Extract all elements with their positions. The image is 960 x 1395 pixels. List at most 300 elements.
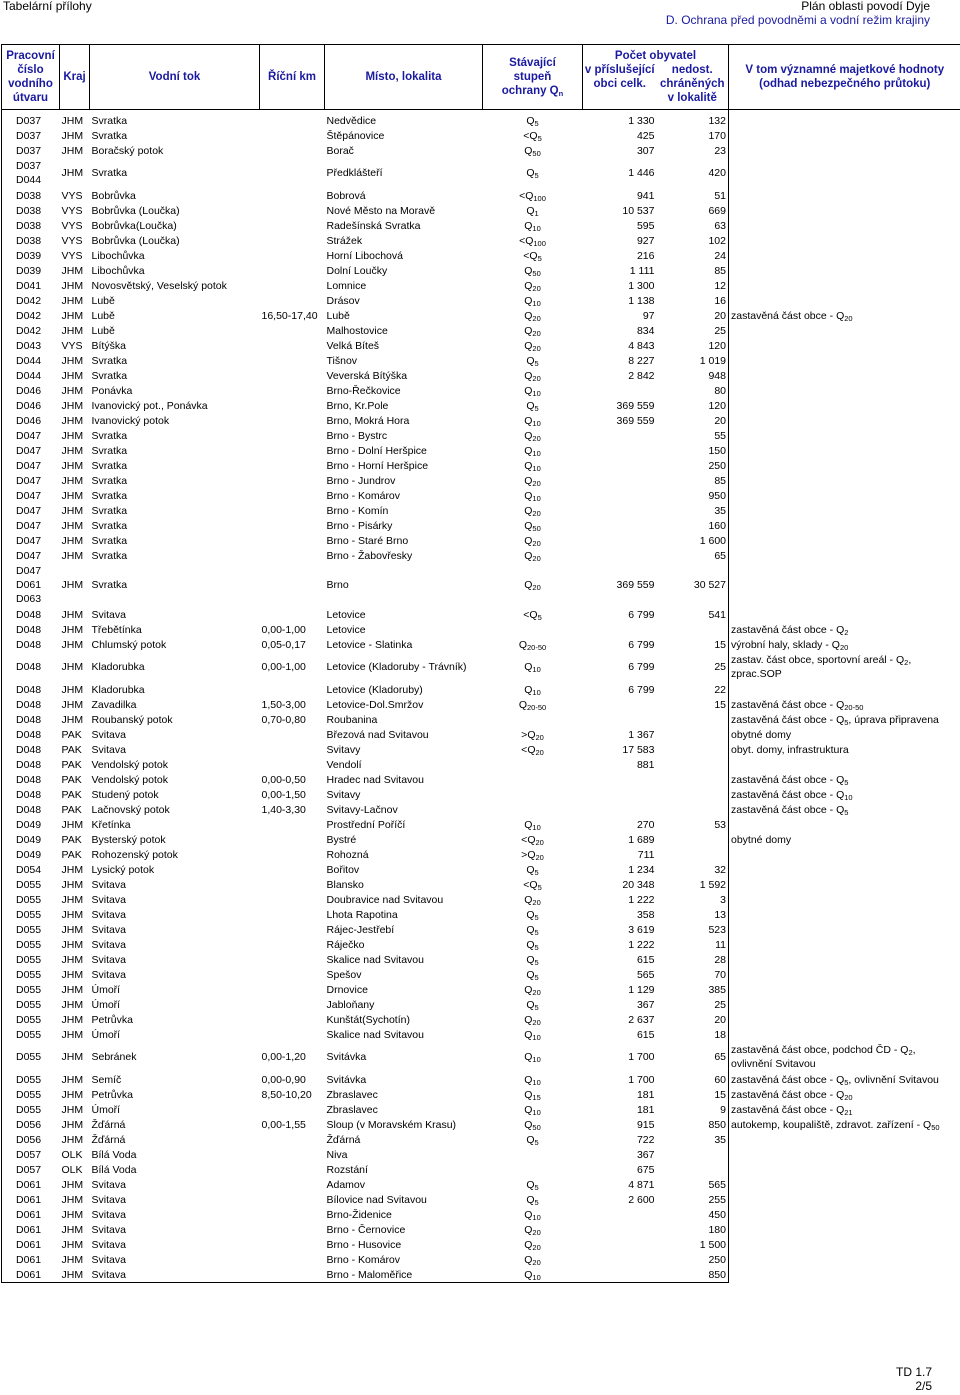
cell-tok: Svratka [91,549,128,562]
cell-kraj: JHM [61,429,84,442]
cell-misto: Kunštát(Sychotín) [326,1013,410,1026]
cell-hodnoty [729,158,960,188]
cell-km [260,218,325,233]
cell-kraj: JHM [61,998,84,1011]
cell-id: D055 [2,982,60,997]
col-header-pocet-title: Počet obyvatel [614,50,697,62]
cell-km [260,263,325,278]
cell-stupen: $Q_{50}$ [524,519,541,533]
cell-nedost: 18 [657,1027,729,1042]
cell-nedost: 102 [657,233,729,248]
cell-km [260,110,325,129]
cell-km [260,533,325,548]
cell-stupen: $Q_5$ [526,1178,539,1192]
table-row [2,203,960,218]
cell-obec: 358 [636,908,655,921]
cell-nedost: 80 [657,383,729,398]
cell-km [260,503,325,518]
cell-id: D055 [2,1042,60,1072]
cell-kraj: PAK [61,758,82,771]
cell-kraj: JHM [61,713,84,726]
cell-stupen: $<Q_5$ [523,878,542,892]
cell-hodnoty: zastavěná část obce - $Q_{20-50}$ [731,698,864,712]
cell-hodnoty [729,1162,960,1177]
table-row [2,1147,960,1162]
cell-tok: Svratka [91,534,128,547]
cell-obec: 307 [636,144,655,157]
cell-obec: 1 222 [628,893,655,906]
cell-tok: Semíč [91,1073,122,1086]
table-row [2,997,960,1012]
table-row [2,1087,960,1102]
cell-km [260,1252,325,1267]
cell-kraj: JHM [61,698,84,711]
cell-stupen: $Q_5$ [526,114,539,128]
cell-km [260,832,325,847]
cell-km [260,922,325,937]
cell-obec: 367 [636,998,655,1011]
cell-nedost: 160 [657,518,729,533]
cell-km [260,907,325,922]
cell-tok: Ponávka [91,384,133,397]
cell-nedost: 20 [657,308,729,323]
cell-km: 0,00-1,00 [261,623,306,636]
cell-km [260,368,325,383]
cell-hodnoty [729,128,960,143]
cell-id: D061 [2,1192,60,1207]
cell-tok: Úmoří [91,1103,121,1116]
table-row [2,1267,960,1283]
cell-misto: Bobrová [326,189,366,202]
cell-tok: Bysterský potok [91,833,166,846]
cell-id: D061 [2,1222,60,1237]
cell-tok: Úmoří [91,983,121,996]
cell-id: D055 [2,1102,60,1117]
cell-km [260,233,325,248]
table-row [2,1192,960,1207]
cell-hodnoty: zastavěná část obce - $Q_5$ [731,803,849,817]
cell-nedost [657,787,729,802]
cell-stupen: $<Q_5$ [523,608,542,622]
cell-stupen [483,1162,583,1177]
cell-hodnoty [729,1147,960,1162]
cell-stupen: $Q_1$ [526,204,539,218]
cell-hodnoty [729,443,960,458]
cell-hodnoty [729,847,960,862]
cell-obec [583,802,657,817]
cell-id: D061 [2,1177,60,1192]
cell-hodnoty: výrobní haly, sklady - $Q_{20}$ [731,638,849,652]
cell-nedost: 3 [657,892,729,907]
cell-stupen: $<Q_{20}$ [521,743,544,757]
cell-kraj: JHM [61,1223,84,1236]
cell-obec: 1 446 [628,167,655,179]
cell-hodnoty [729,1177,960,1192]
cell-id: D048 [2,757,60,772]
cell-km [260,1132,325,1147]
cell-hodnoty: zastavěná část obce - $Q_{20}$ [731,1088,853,1102]
cell-hodnoty: zastavěná část obce, podchod ČD - $Q_2$, ovlivnění Svitavou [731,1044,916,1070]
cell-kraj: PAK [61,788,82,801]
cell-misto: Strážek [326,234,363,247]
cell-nedost: 13 [657,907,729,922]
table-row [2,1102,960,1117]
cell-id: D054 [2,862,60,877]
cell-stupen: $Q_5$ [526,923,539,937]
cell-misto: Velká Bíteš [326,339,380,352]
cell-hodnoty [729,428,960,443]
cell-misto: Brno - Staré Brno [326,534,409,547]
cell-tok: Libochůvka [91,249,145,262]
cell-tok: Vendolský potok [91,758,168,771]
cell-obec: 595 [636,219,655,232]
cell-kraj: JHM [61,549,84,562]
cell-id: D047 [2,473,60,488]
cell-hodnoty [729,1252,960,1267]
cell-kraj: JHM [61,1073,84,1086]
cell-kraj: JHM [61,294,84,307]
table-row [2,218,960,233]
cell-kraj: JHM [61,1013,84,1026]
cell-id: D057 [2,1147,60,1162]
cell-id: D047 [2,518,60,533]
flood-protection-table [1,44,960,1283]
table-row [2,1027,960,1042]
cell-hodnoty: zastavěná část obce - $Q_5$ [731,773,849,787]
cell-hodnoty [729,518,960,533]
cell-nedost: 24 [657,248,729,263]
cell-kraj: JHM [61,354,84,367]
cell-obec: 1 129 [628,983,655,996]
cell-stupen: $Q_{10}$ [524,444,541,458]
cell-stupen: $Q_{10}$ [524,1051,541,1064]
cell-obec: 941 [636,189,655,202]
cell-tok: Boračský potok [91,144,164,157]
cell-misto: Svitavy [326,788,361,801]
cell-nedost [657,832,729,847]
cell-hodnoty [729,413,960,428]
cell-tok: Úmoří [91,1028,121,1041]
cell-obec: 425 [636,129,655,142]
cell-kraj: JHM [61,608,84,621]
table-row [2,443,960,458]
cell-nedost: 850 [657,1117,729,1132]
cell-km [260,548,325,563]
cell-id: D039 [2,263,60,278]
cell-id: D038 [2,188,60,203]
cell-nedost: 85 [657,263,729,278]
cell-nedost: 15 [657,637,729,652]
cell-obec [583,503,657,518]
chapter-title: D. Ochrana před povodněmi a vodní režim krajiny [665,13,930,27]
cell-obec: 881 [636,758,655,771]
cell-id: D055 [2,877,60,892]
cell-misto: Bořitov [326,863,360,876]
cell-stupen: $Q_{10}$ [524,489,541,503]
col-header-km: Říční km [260,45,325,110]
cell-obec: 367 [636,1148,655,1161]
cell-kraj: VYS [61,234,83,247]
cell-obec: 181 [636,1103,655,1116]
cell-id: D056 [2,1117,60,1132]
cell-misto: Veverská Bítýška [326,369,408,382]
table-row [2,533,960,548]
cell-kraj: JHM [61,489,84,502]
cell-tok: Lačnovský potok [91,803,170,816]
cell-misto: Brno - Bystrc [326,429,388,442]
table-row [2,158,960,188]
cell-obec: 8 227 [628,354,655,367]
col-header-id: Pracovní číslo vodního útvaru [2,45,60,110]
cell-id: D048 [2,637,60,652]
cell-stupen: $Q_{10}$ [524,1103,541,1117]
cell-kraj: VYS [61,204,83,217]
cell-nedost: 1 500 [657,1237,729,1252]
cell-hodnoty: zastavěná část obce - $Q_5$, ovlivnění Svitavou [731,1073,939,1087]
cell-id: D055 [2,907,60,922]
cell-obec [583,787,657,802]
cell-misto: Sloup (v Moravském Krasu) [326,1118,457,1131]
cell-stupen [483,712,583,727]
cell-km [260,428,325,443]
cell-tok: Zavadilka [91,698,137,711]
table-row [2,622,960,637]
cell-tok: Svitava [91,1238,126,1251]
cell-tok: Svitava [91,1178,126,1191]
cell-stupen: $Q_{50}$ [524,264,541,278]
cell-hodnoty [729,263,960,278]
cell-tok: Svratka [91,459,128,472]
cell-kraj: JHM [61,114,84,127]
table-row [2,817,960,832]
cell-stupen [483,772,583,787]
cell-tok: Vendolský potok [91,773,168,786]
cell-tok: Svratka [91,129,128,142]
cell-tok: Studený potok [91,788,159,801]
cell-km [260,248,325,263]
cell-nedost: 250 [657,458,729,473]
cell-kraj: JHM [61,818,84,831]
cell-id: D037 [2,143,60,158]
cell-nedost [657,727,729,742]
cell-km [260,682,325,697]
cell-km [260,1207,325,1222]
cell-tok: Svratka [91,579,128,591]
cell-stupen: $Q_5$ [526,1133,539,1147]
cell-nedost: 25 [657,323,729,338]
cell-stupen: $Q_5$ [526,938,539,952]
cell-km [260,607,325,622]
cell-km [260,862,325,877]
cell-tok: Svitava [91,893,126,906]
table-row [2,652,960,682]
cell-stupen: $>Q_{20}$ [521,728,544,742]
cell-kraj: JHM [61,638,84,651]
cell-misto: Drásov [326,294,360,307]
cell-kraj: JHM [61,878,84,891]
cell-obec [583,697,657,712]
cell-obec: 6 799 [628,638,655,651]
cell-kraj: JHM [61,384,84,397]
cell-stupen: $Q_{50}$ [524,1118,541,1132]
cell-nedost: 15 [657,1087,729,1102]
cell-obec [583,518,657,533]
cell-id: D044 [2,368,60,383]
cell-stupen: $Q_{20}$ [524,579,541,592]
cell-hodnoty [729,757,960,772]
cell-misto: Letovice [326,623,366,636]
cell-km [260,488,325,503]
cell-hodnoty: zastavěná část obce - $Q_{21}$ [731,1103,853,1117]
cell-stupen: $Q_5$ [526,167,539,180]
cell-nedost: 1 600 [657,533,729,548]
cell-id: D061 [2,1237,60,1252]
cell-km: 0,70-0,80 [261,713,306,726]
table-row [2,832,960,847]
col-header-kraj: Kraj [60,45,90,110]
cell-hodnoty: autokemp, koupaliště, zdravot. zařízení - $Q_{50}$ [731,1118,940,1132]
cell-nedost: 948 [657,368,729,383]
cell-misto: Ráječko [326,938,365,951]
cell-obec: 270 [636,818,655,831]
cell-id: D055 [2,1012,60,1027]
cell-tok: Roubanský potok [91,713,173,726]
table-row [2,308,960,323]
table-row [2,1162,960,1177]
cell-km [260,1027,325,1042]
cell-km [260,563,325,607]
cell-obec [583,473,657,488]
cell-kraj: JHM [61,369,84,382]
cell-misto: Březová nad Svitavou [326,728,429,741]
cell-hodnoty [729,1222,960,1237]
cell-hodnoty [729,952,960,967]
cell-nedost: 1 019 [657,353,729,368]
cell-kraj: VYS [61,189,83,202]
cell-obec [583,443,657,458]
table-row [2,1252,960,1267]
cell-hodnoty [729,353,960,368]
table-row [2,637,960,652]
cell-id: D055 [2,892,60,907]
cell-stupen [483,757,583,772]
cell-tok: Bítýška [91,339,126,352]
cell-tok: Svratka [91,354,128,367]
col-header-obec: v příslušející obci celk. [584,64,655,90]
cell-stupen: $Q_{20}$ [524,1013,541,1027]
cell-tok: Kladorubka [91,683,145,696]
cell-obec [583,1222,657,1237]
cell-obec [583,533,657,548]
table-row [2,248,960,263]
cell-misto: Brno - Komárov [326,489,401,502]
cell-misto: Svitávka [326,1051,367,1063]
cell-obec: 1 700 [628,1051,655,1063]
cell-tok: Novosvětský, Veselský potok [91,279,227,292]
cell-id: D047 [2,503,60,518]
cell-tok: Svitava [91,1223,126,1236]
cell-misto: Letovice-Dol.Smržov [326,698,424,711]
cell-stupen: $Q_{20}$ [524,429,541,443]
cell-kraj: VYS [61,249,83,262]
cell-obec: 711 [637,848,655,861]
cell-stupen: $Q_{10}$ [524,459,541,473]
cell-tok: Bobrůvka [91,189,136,202]
table-row [2,548,960,563]
table-body [2,110,960,1283]
cell-obec: 1 111 [629,264,655,277]
cell-misto: Roubanina [326,713,378,726]
cell-km [260,1222,325,1237]
cell-misto: Rozstání [326,1163,368,1176]
cell-stupen: $Q_{20}$ [524,1253,541,1267]
cell-kraj: JHM [61,309,84,322]
cell-km: 0,05-0,17 [261,638,306,651]
cell-id: D047 [2,533,60,548]
table-row [2,682,960,697]
cell-nedost: 65 [657,1042,729,1072]
cell-kraj: JHM [61,459,84,472]
cell-hodnoty [729,533,960,548]
cell-nedost: 35 [657,1132,729,1147]
cell-obec [583,1237,657,1252]
cell-misto: Bystré [326,833,357,846]
cell-hodnoty [729,997,960,1012]
table-row [2,383,960,398]
cell-hodnoty: zastavěná část obce - $Q_{20}$ [731,309,853,323]
table-row [2,278,960,293]
cell-kraj: JHM [61,129,84,142]
cell-km [260,1012,325,1027]
cell-tok: Chlumský potok [91,638,167,651]
cell-id: D048 [2,802,60,817]
cell-stupen: $Q_{15}$ [524,1088,541,1102]
col-header-hodnoty: V tom významné majetkové hodnoty (odhad nebezpečného průtoku) [729,45,960,110]
cell-kraj: JHM [61,968,84,981]
cell-id: D038 [2,233,60,248]
cell-obec: 565 [636,968,655,981]
cell-km [260,353,325,368]
cell-obec: 722 [636,1133,655,1146]
table-row [2,233,960,248]
cell-misto: Brno - Komárov [326,1253,401,1266]
cell-misto: Spešov [326,968,362,981]
cell-tok: Lubě [91,294,115,307]
cell-hodnoty [729,323,960,338]
cell-kraj: JHM [61,1028,84,1041]
cell-kraj: JHM [61,579,84,591]
table-row [2,353,960,368]
table-row [2,607,960,622]
cell-misto: Brno [326,579,349,591]
cell-nedost: 35 [657,503,729,518]
cell-id: D048 [2,742,60,757]
table-row [2,518,960,533]
cell-stupen: $<Q_5$ [523,129,542,143]
table-row [2,967,960,982]
cell-misto: Hradec nad Svitavou [326,773,424,786]
col-header-nedost: nedost. chráněných v lokalitě [659,64,725,104]
table-row [2,143,960,158]
cell-kraj: JHM [61,893,84,906]
cell-id: D047 [2,488,60,503]
cell-kraj: JHM [61,324,84,337]
table-row [2,922,960,937]
cell-misto: Drnovice [326,983,368,996]
cell-obec: 1 330 [628,114,655,127]
cell-hodnoty [729,383,960,398]
cell-id: D055 [2,997,60,1012]
